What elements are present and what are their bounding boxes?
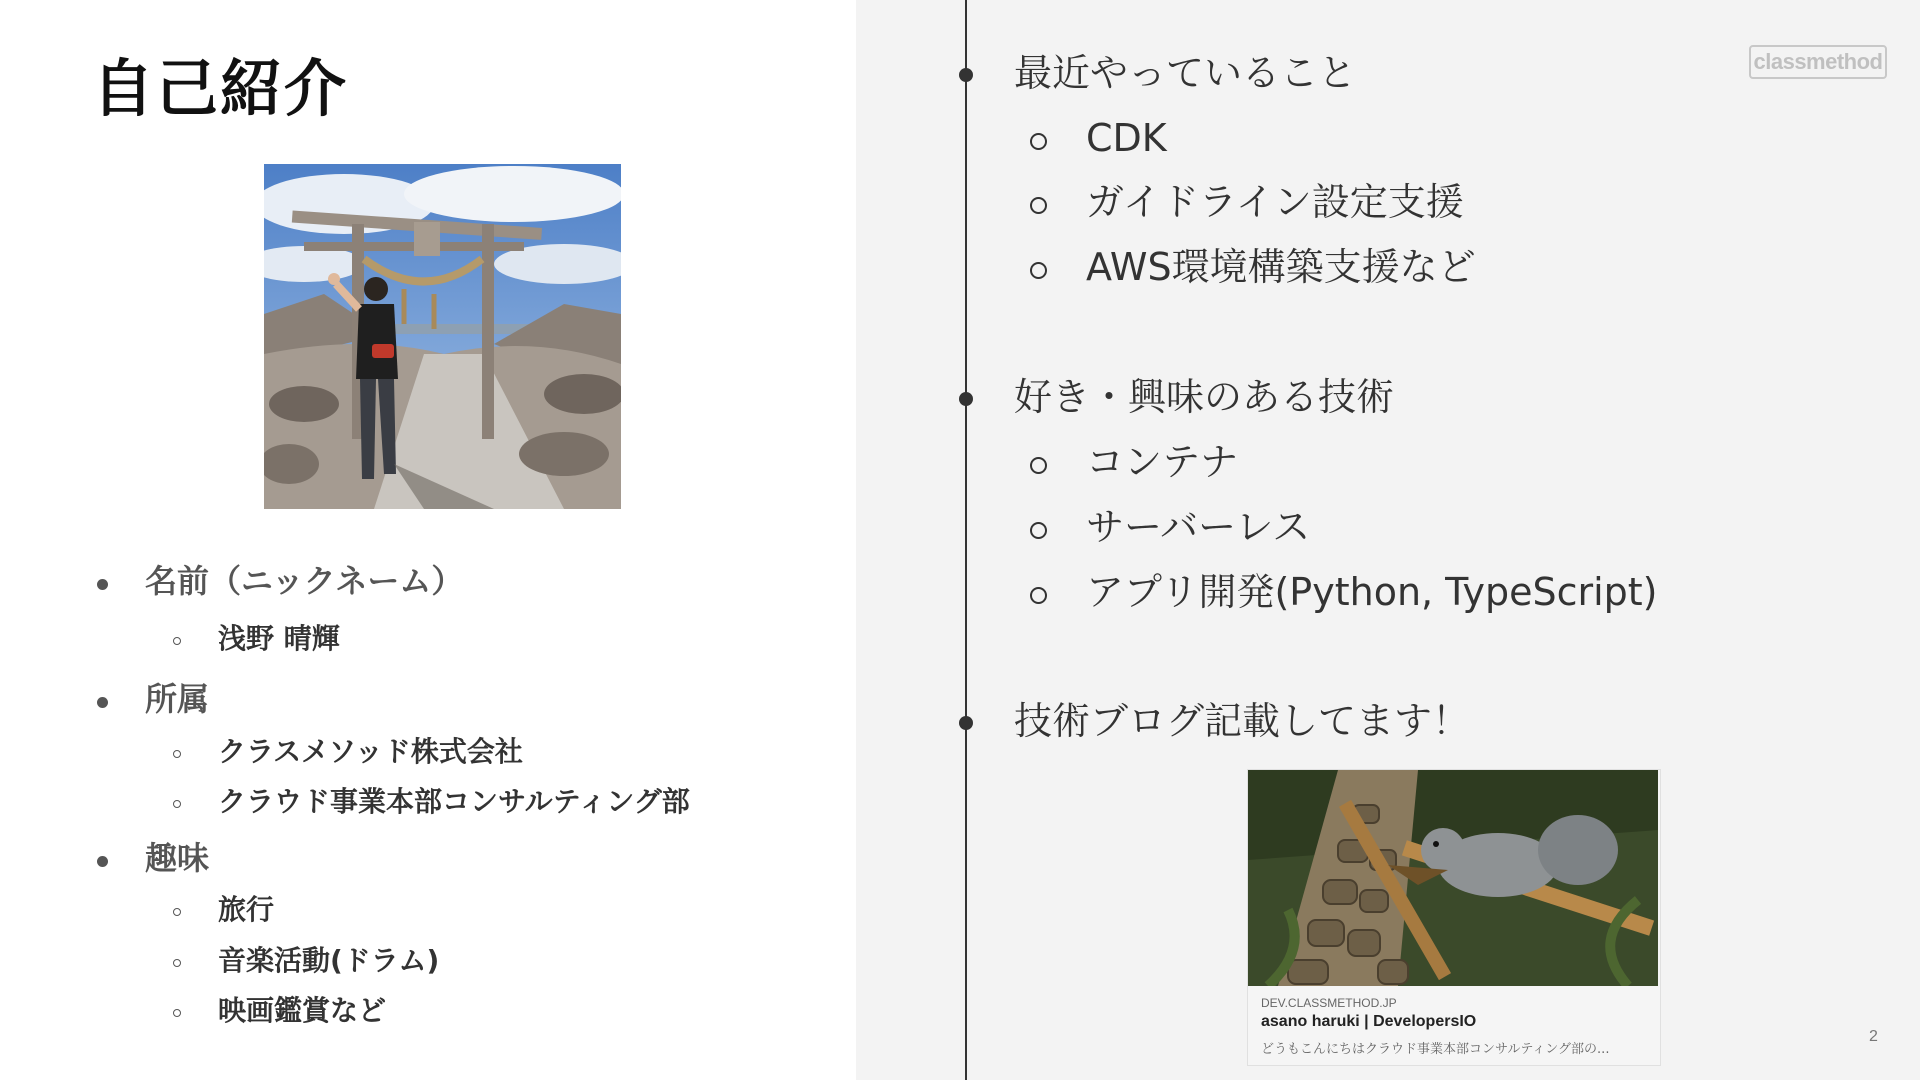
- left-panel: [0, 0, 856, 1080]
- name-label: 名前（ニックネーム）: [145, 562, 464, 600]
- classmethod-logo: classmethod: [1749, 45, 1887, 79]
- affiliation-label: 所属: [145, 680, 210, 718]
- squirrel-illustration-icon: [1248, 770, 1658, 986]
- profile-photo: [264, 164, 621, 509]
- section-item: ガイドライン設定支援: [1086, 180, 1464, 224]
- section-heading: 好き・興味のある技術: [1014, 375, 1395, 419]
- timeline-dot: [959, 392, 973, 406]
- slide-title: 自己紹介: [92, 52, 349, 125]
- hobby-label: 趣味: [145, 839, 210, 877]
- section-item: CDK: [1086, 116, 1167, 160]
- section-heading: 最近やっていること: [1014, 51, 1357, 95]
- timeline-dot: [959, 716, 973, 730]
- name-value: 浅野 晴輝: [218, 622, 340, 655]
- timeline-dot: [959, 68, 973, 82]
- hobby-item: 映画鑑賞など: [218, 994, 387, 1027]
- affiliation-item: クラスメソッド株式会社: [218, 735, 523, 768]
- card-title[interactable]: asano haruki | DevelopersIO: [1261, 1013, 1477, 1030]
- card-description: どうもこんにちはクラウド事業本部コンサルティング部の...: [1261, 1042, 1610, 1057]
- section-item: コンテナ: [1086, 440, 1239, 484]
- page-number: 2: [1869, 1028, 1878, 1045]
- affiliation-item: クラウド事業本部コンサルティング部: [218, 785, 690, 818]
- timeline-line: [965, 0, 967, 1080]
- section-item: アプリ開発(Python, TypeScript): [1086, 570, 1658, 614]
- section-heading: 技術ブログ記載してます！: [1014, 699, 1471, 743]
- section-item: AWS環境構築支援など: [1086, 245, 1476, 289]
- card-host: DEV.CLASSMETHOD.JP: [1261, 996, 1397, 1010]
- section-item: サーバーレス: [1086, 505, 1311, 549]
- blog-link-card[interactable]: [1247, 769, 1661, 1066]
- hobby-item: 旅行: [218, 893, 275, 926]
- hobby-item: 音楽活動(ドラム): [218, 944, 440, 977]
